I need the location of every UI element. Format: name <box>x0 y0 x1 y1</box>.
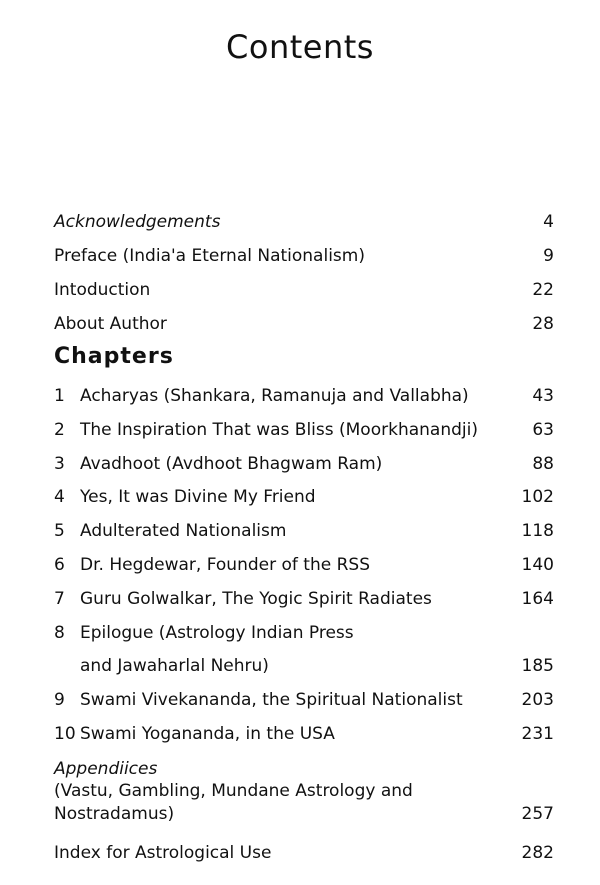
toc-chapter-4[interactable] <box>54 486 554 508</box>
toc-chapter-8-continued[interactable] <box>54 655 554 677</box>
toc-chapter-9[interactable] <box>54 689 554 711</box>
toc-chapter-5[interactable] <box>54 520 554 542</box>
chapter-number: 5 <box>54 521 65 541</box>
appendices-description-cont: Nostradamus) <box>54 804 175 824</box>
toc-entry-index[interactable] <box>54 842 554 864</box>
chapter-number: 9 <box>54 690 65 710</box>
toc-chapter-7[interactable] <box>54 588 554 610</box>
chapter-number: 3 <box>54 454 65 474</box>
chapter-page: 63 <box>532 420 554 440</box>
toc-chapter-3[interactable] <box>54 453 554 475</box>
chapter-number: 6 <box>54 555 65 575</box>
chapter-title: Swami Yogananda, in the USA <box>80 724 335 744</box>
chapter-page: 118 <box>521 521 554 541</box>
chapter-title: Adulterated Nationalism <box>80 521 287 541</box>
chapter-title: Yes, It was Divine My Friend <box>80 487 316 507</box>
chapter-page: 88 <box>532 454 554 474</box>
chapter-number: 2 <box>54 420 65 440</box>
chapter-page: 185 <box>521 656 554 676</box>
toc-entry-label: Acknowledgements <box>54 212 221 232</box>
chapter-page: 231 <box>521 724 554 744</box>
chapter-page: 140 <box>521 555 554 575</box>
chapters-heading: Chapters <box>54 344 174 369</box>
chapter-title: Acharyas (Shankara, Ramanuja and Vallabha) <box>80 386 469 406</box>
toc-entry-preface[interactable] <box>54 245 554 267</box>
toc-chapter-6[interactable] <box>54 554 554 576</box>
chapter-title: Guru Golwalkar, The Yogic Spirit Radiates <box>80 589 432 609</box>
toc-entry-page: 22 <box>532 280 554 300</box>
chapter-page: 203 <box>521 690 554 710</box>
toc-entry-appendices[interactable] <box>54 803 554 825</box>
toc-chapter-10[interactable] <box>54 723 554 745</box>
toc-entry-acknowledgements[interactable] <box>54 211 554 233</box>
chapter-page: 102 <box>521 487 554 507</box>
appendices-heading[interactable]: Appendiices <box>54 759 158 779</box>
toc-chapter-1[interactable] <box>54 385 554 407</box>
chapter-number: 7 <box>54 589 65 609</box>
chapter-number: 8 <box>54 623 65 643</box>
toc-entry-about-author[interactable] <box>54 313 554 335</box>
appendices-page: 257 <box>521 804 554 824</box>
chapter-title: Dr. Hegdewar, Founder of the RSS <box>80 555 370 575</box>
toc-entry-page: 28 <box>532 314 554 334</box>
chapter-title-continued: and Jawaharlal Nehru) <box>80 656 269 676</box>
toc-entry-label: Intoduction <box>54 280 151 300</box>
toc-entry-page: 4 <box>543 212 554 232</box>
toc-entry-page: 9 <box>543 246 554 266</box>
chapter-title: Swami Vivekananda, the Spiritual Nationalist <box>80 690 463 710</box>
toc-entry-label: Preface (India'a Eternal Nationalism) <box>54 246 365 266</box>
chapter-title: Epilogue (Astrology Indian Press <box>80 623 354 643</box>
chapter-number: 10 <box>54 724 76 744</box>
toc-chapter-2[interactable] <box>54 419 554 441</box>
page-title: Contents <box>226 28 374 66</box>
chapter-number: 1 <box>54 386 65 406</box>
toc-entry-label: Index for Astrological Use <box>54 843 272 863</box>
chapter-title: The Inspiration That was Bliss (Moorkhanandji) <box>80 420 478 440</box>
chapter-title: Avadhoot (Avdhoot Bhagwam Ram) <box>80 454 383 474</box>
appendices-description: (Vastu, Gambling, Mundane Astrology and <box>54 781 413 801</box>
toc-entry-introduction[interactable] <box>54 279 554 301</box>
toc-entry-page: 282 <box>521 843 554 863</box>
chapter-page: 164 <box>521 589 554 609</box>
toc-chapter-8[interactable] <box>54 622 554 644</box>
chapter-number: 4 <box>54 487 65 507</box>
toc-entry-label: About Author <box>54 314 167 334</box>
chapter-page: 43 <box>532 386 554 406</box>
